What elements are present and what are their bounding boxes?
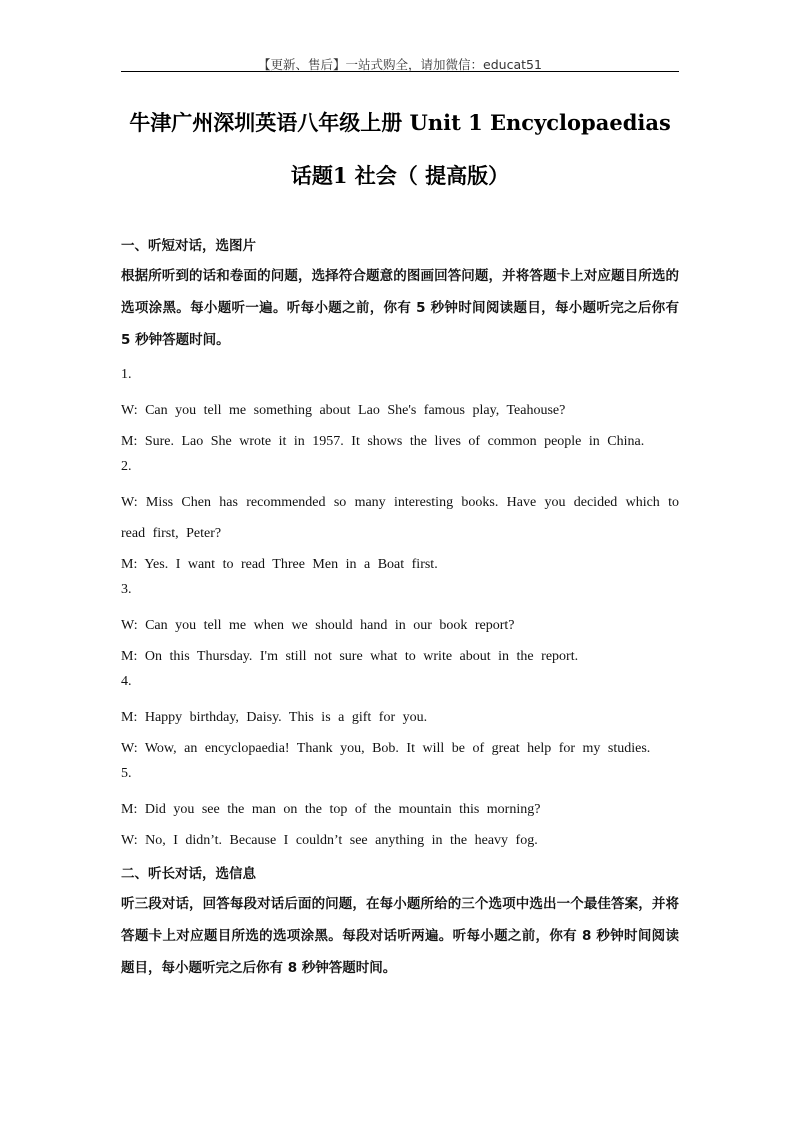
dialog-line: W: Wow, an encyclopaedia! Thank you, Bob. It will be of great help for my studies. [121, 741, 651, 756]
section-1-heading: 一、听短对话，选图片 [121, 238, 256, 254]
dialog-line: M: On this Thursday. I'm still not sure what to write about in the report. [121, 649, 579, 664]
dialog-line: W: Miss Chen has recommended so many interesting books. Have you decided which to read first, Peter? [121, 495, 679, 541]
section-2-heading: 二、听长对话，选信息 [121, 866, 256, 882]
dialog-line: W: Can you tell me something about Lao She's famous play, Teahouse? [121, 403, 566, 418]
header-divider [121, 71, 679, 72]
section-2 [121, 864, 679, 984]
dialog-line: M: Did you see the man on the top of the mountain this morning? [121, 802, 541, 817]
section-1-instruction: 根据所听到的话和卷面的问题，选择符合题意的图画回答问题，并将答题卡上对应题目所选的选项涂黑。每小题听一遍。听每小题之前，你有 5 秒钟时间阅读题目，每小题听完之后你有 5 秒钟答题时间。 [121, 268, 679, 348]
item-number: 4. [121, 674, 132, 689]
dialog-line: W: No, I didn’t. Because I couldn’t see anything in the heavy fog. [121, 833, 538, 848]
document-subtitle: 话题1 社会（ 提高版） [290, 163, 510, 188]
dialog-line: M: Yes. I want to read Three Men in a Boat first. [121, 557, 438, 572]
dialog-line: M: Happy birthday, Daisy. This is a gift for you. [121, 710, 428, 725]
item-number: 2. [121, 459, 132, 474]
section-1 [121, 236, 679, 856]
item-number: 1. [121, 367, 132, 382]
section-2-instruction: 听三段对话，回答每段对话后面的问题，在每小题所给的三个选项中选出一个最佳答案，并将答题卡上对应题目所选的选项涂黑。每段对话听两遍。听每小题之前，你有 8 秒钟时间阅读题目，每小题听完之后你有 8 秒钟答题时间。 [121, 896, 679, 976]
document-title: 牛津广州深圳英语八年级上册 Unit 1 Encyclopaedias [129, 110, 671, 135]
item-number: 5. [121, 766, 132, 781]
dialog-line: M: Sure. Lao She wrote it in 1957. It shows the lives of common people in China. [121, 434, 645, 449]
item-number: 3. [121, 582, 132, 597]
dialog-line: W: Can you tell me when we should hand in our book report? [121, 618, 515, 633]
header-note: 【更新、售后】一站式购全，请加微信：educat51 [258, 57, 542, 72]
